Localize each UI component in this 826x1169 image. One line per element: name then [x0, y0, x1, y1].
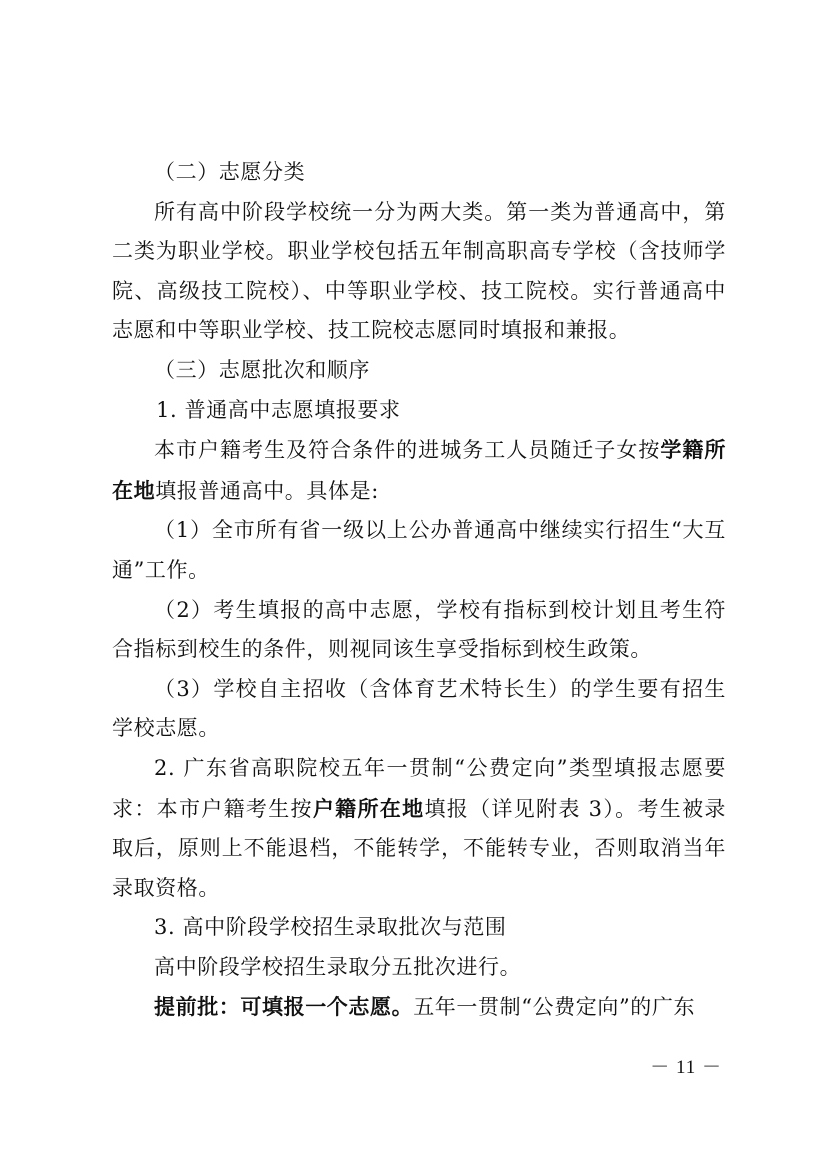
subheading-1: 1. 普通高中志愿填报要求	[156, 397, 401, 422]
paragraph-2	[112, 749, 726, 908]
paragraph-2-emphasis: 户籍所在地	[312, 795, 425, 821]
paragraph-1-prefix: 本市户籍考生及符合条件的进城务工人员随迁子女按	[154, 438, 661, 463]
paragraph-2-prefix: 2. 广东省高职院校五年一贯制“公费定向”类型填报志愿要求：本市户籍考生按	[112, 755, 726, 821]
list-item-2: （2）考生填报的高中志愿，学校有指标到校计划且考生符合指标到校生的条件，则视同该生享受指标到校生政策。	[112, 597, 726, 662]
paragraph-1-suffix: 填报普通高中。具体是:	[155, 478, 379, 503]
paragraph-4-emphasis: 提前批：可填报一个志愿。	[154, 994, 414, 1020]
section-heading-3: （三）志愿批次和顺序	[154, 357, 370, 382]
subheading-3: 3. 高中阶段学校招生录取批次与范围	[154, 915, 507, 940]
paragraph-3: 高中阶段学校招生录取分五批次进行。	[154, 954, 522, 979]
document-body	[112, 153, 726, 1028]
paragraph-1-emphasis: 学籍所在地	[112, 437, 726, 503]
list-item-1: （1）全市所有省一级以上公办普通高中继续实行招生“大互通”工作。	[112, 518, 726, 582]
paragraph-4	[112, 987, 726, 1028]
paragraph-2-suffix: 填报（详见附表 3）。考生被录取后，原则上不能退档，不能转学，不能转专业，否则取消当年录取资格。	[112, 796, 726, 900]
section-heading-2: （二）志愿分类	[154, 160, 306, 184]
list-item-3: （3）学校自主招收（含体育艺术特长生）的学生要有招生学校志愿。	[112, 676, 726, 741]
page-number: － 11 －	[650, 1057, 722, 1078]
paragraph-1	[112, 430, 726, 511]
paragraph-4-suffix: 五年一贯制“公费定向”的广东	[413, 995, 696, 1020]
paragraph-classification: 所有高中阶段学校统一分为两大类。第一类为普通高中，第二类为职业学校。职业学校包括五年制高职高专学校（含技师学院、高级技工院校）、中等职业学校、技工院校。实行普通高中志愿和中等职业学校、技工院校志愿同时填报和兼报。	[112, 199, 726, 343]
